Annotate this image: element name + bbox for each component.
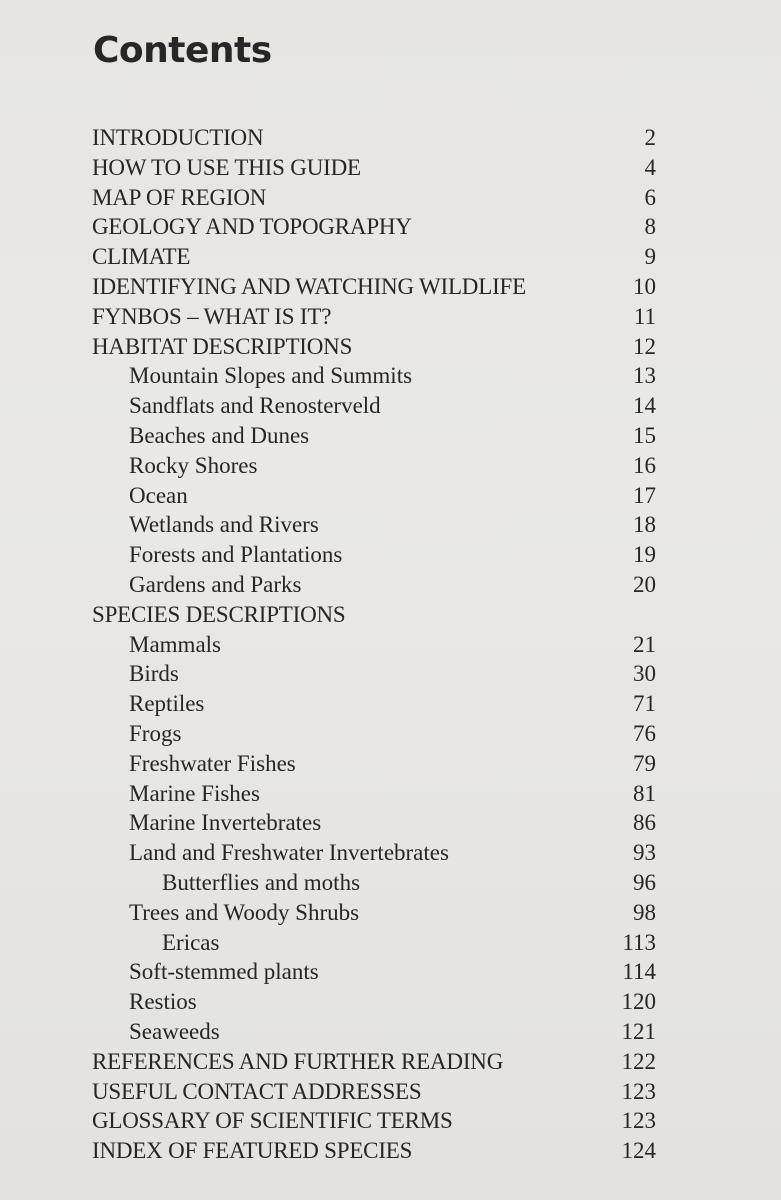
toc-entry-label: IDENTIFYING AND WATCHING WILDLIFE: [92, 273, 526, 299]
toc-entry: [0, 1077, 781, 1107]
toc-entry: [0, 183, 781, 213]
toc-entry: [0, 421, 781, 451]
toc-entry-label: Gardens and Parks: [129, 571, 302, 597]
toc-entry: [0, 689, 781, 719]
toc-entry-label: FYNBOS – WHAT IS IT?: [92, 303, 332, 329]
toc-entry-page-number: 81: [633, 780, 656, 806]
toc-entry-page-number: 86: [633, 810, 656, 836]
toc-entry-page-number: 15: [633, 422, 656, 448]
toc-entry-label: Mammals: [129, 631, 221, 657]
toc-entry-page-number: 9: [644, 244, 656, 270]
toc-entry: [0, 1106, 781, 1136]
page-title: Contents: [93, 30, 272, 71]
toc-entry-page-number: 114: [622, 959, 656, 985]
toc-entry-label: INDEX OF FEATURED SPECIES: [92, 1138, 413, 1164]
toc-entry-label: HABITAT DESCRIPTIONS: [92, 333, 353, 359]
toc-entry: [0, 302, 781, 332]
toc-entry: [0, 838, 781, 868]
toc-entry: [0, 361, 781, 391]
toc-entry: [0, 659, 781, 689]
toc-entry-label: Sandflats and Renosterveld: [129, 393, 381, 419]
toc-entry: [0, 1136, 781, 1166]
toc-entry-label: CLIMATE: [92, 244, 191, 270]
toc-entry-page-number: 2: [644, 125, 656, 150]
toc-entry-label: Beaches and Dunes: [129, 422, 310, 448]
toc-entry-label: Reptiles: [129, 691, 205, 717]
toc-entry-page-number: 76: [633, 720, 656, 746]
toc-entry: [0, 123, 781, 153]
toc-entry: [0, 779, 781, 809]
toc-entry-label: Birds: [129, 661, 179, 687]
toc-entry-page-number: 8: [644, 214, 656, 240]
table-of-contents: [0, 123, 781, 1166]
toc-entry-page-number: 6: [644, 184, 656, 210]
toc-entry-page-number: 79: [633, 750, 656, 776]
toc-entry-label: INTRODUCTION: [92, 125, 264, 150]
toc-entry-label: GEOLOGY AND TOPOGRAPHY: [92, 214, 412, 240]
toc-entry-label: USEFUL CONTACT ADDRESSES: [92, 1078, 422, 1104]
toc-entry: [0, 510, 781, 540]
toc-entry-page-number: 123: [621, 1108, 656, 1134]
toc-entry-label: Ericas: [162, 929, 220, 955]
toc-entry-label: Seaweeds: [129, 1018, 220, 1044]
toc-entry-page-number: 71: [633, 691, 656, 717]
toc-entry: [0, 600, 781, 630]
toc-entry-page-number: 121: [621, 1018, 656, 1044]
toc-entry-page-number: 12: [633, 333, 656, 359]
toc-entry-page-number: 11: [633, 303, 656, 329]
toc-entry: [0, 242, 781, 272]
toc-entry-label: SPECIES DESCRIPTIONS: [92, 601, 346, 627]
toc-entry: [0, 1017, 781, 1047]
toc-entry-label: Frogs: [129, 720, 182, 746]
toc-entry-label: Marine Invertebrates: [129, 810, 322, 836]
toc-entry: [0, 630, 781, 660]
toc-entry: [0, 391, 781, 421]
toc-entry: [0, 957, 781, 987]
toc-entry: [0, 987, 781, 1017]
toc-entry: [0, 212, 781, 242]
toc-entry-page-number: 21: [633, 631, 656, 657]
toc-entry-page-number: 120: [621, 989, 656, 1015]
toc-entry-label: Trees and Woody Shrubs: [129, 899, 360, 925]
toc-entry: [0, 153, 781, 183]
toc-entry-label: Forests and Plantations: [129, 542, 343, 568]
toc-entry-page-number: 122: [621, 1048, 656, 1074]
toc-entry-label: REFERENCES AND FURTHER READING: [92, 1048, 504, 1074]
toc-entry-page-number: 16: [633, 452, 656, 478]
toc-entry-label: Restios: [129, 989, 197, 1015]
toc-entry-page-number: 14: [633, 393, 656, 419]
toc-entry-label: MAP OF REGION: [92, 184, 267, 210]
toc-entry-label: Wetlands and Rivers: [129, 512, 319, 538]
toc-entry-page-number: 18: [633, 512, 656, 538]
toc-entry: [0, 928, 781, 958]
toc-entry-label: Soft-stemmed plants: [129, 959, 319, 985]
toc-entry: [0, 272, 781, 302]
toc-entry-page-number: 124: [621, 1138, 656, 1164]
toc-entry-page-number: 113: [622, 929, 656, 955]
toc-entry: [0, 868, 781, 898]
toc-entry-page-number: 17: [633, 482, 656, 508]
toc-entry-page-number: 96: [633, 869, 656, 895]
toc-entry: [0, 570, 781, 600]
toc-entry-page-number: 19: [633, 542, 656, 568]
toc-entry: [0, 540, 781, 570]
toc-entry-page-number: 30: [633, 661, 656, 687]
toc-entry: [0, 898, 781, 928]
toc-entry: [0, 451, 781, 481]
toc-entry: [0, 332, 781, 362]
toc-entry-label: Freshwater Fishes: [129, 750, 296, 776]
toc-entry-label: Butterflies and moths: [162, 869, 361, 895]
toc-entry-page-number: 10: [633, 273, 656, 299]
toc-entry: [0, 808, 781, 838]
toc-entry-label: Rocky Shores: [129, 452, 258, 478]
toc-entry-label: HOW TO USE THIS GUIDE: [92, 154, 361, 180]
toc-entry-label: GLOSSARY OF SCIENTIFIC TERMS: [92, 1108, 453, 1134]
toc-entry-label: Land and Freshwater Invertebrates: [129, 840, 449, 866]
toc-entry: [0, 749, 781, 779]
toc-entry-page-number: 13: [633, 363, 656, 389]
toc-entry-page-number: 93: [633, 840, 656, 866]
toc-entry-page-number: 98: [633, 899, 656, 925]
toc-entry-page-number: 123: [621, 1078, 656, 1104]
toc-entry-page-number: 4: [644, 154, 656, 180]
toc-entry-label: Ocean: [129, 482, 188, 508]
toc-entry: [0, 481, 781, 511]
toc-entry-label: Mountain Slopes and Summits: [129, 363, 413, 389]
toc-entry: [0, 1047, 781, 1077]
toc-entry-page-number: 20: [633, 571, 656, 597]
toc-entry: [0, 719, 781, 749]
toc-entry-label: Marine Fishes: [129, 780, 260, 806]
